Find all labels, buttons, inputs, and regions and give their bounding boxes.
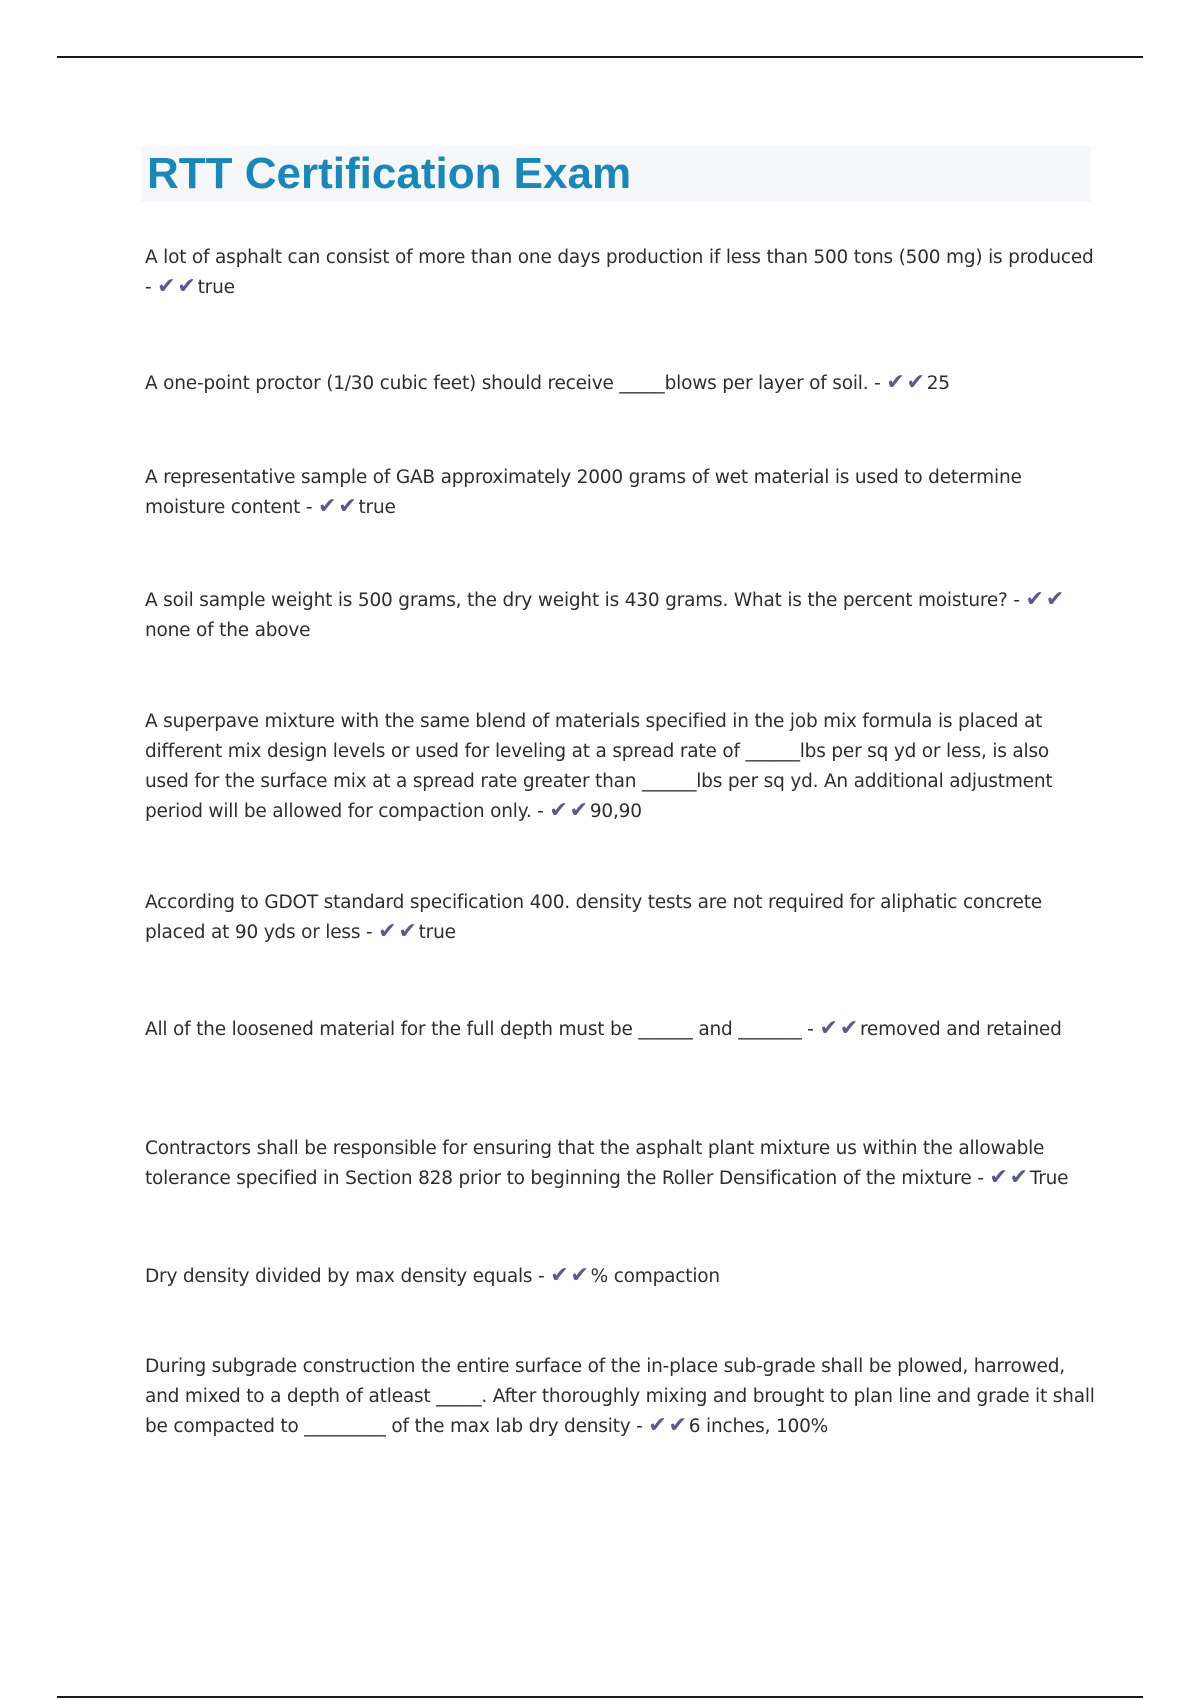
answer-text: true bbox=[358, 497, 396, 518]
double-check-icon: ✔✔ bbox=[549, 798, 588, 823]
qa-item-5 bbox=[145, 707, 1095, 827]
qa-item-3 bbox=[145, 463, 1095, 523]
double-check-icon: ✔✔ bbox=[157, 274, 196, 299]
qa-item-10 bbox=[145, 1352, 1095, 1442]
footer-rule bbox=[57, 1696, 1143, 1698]
question-text: A representative sample of GAB approximately 2000 grams of wet material is used to determine moisture content - bbox=[145, 467, 1022, 518]
question-text: Dry density divided by max density equals - bbox=[145, 1266, 551, 1287]
question-text: Contractors shall be responsible for ensuring that the asphalt plant mixture us within the allowable tolerance specified in Section 828 prior to beginning the Roller Densification of the mixture - bbox=[145, 1138, 1045, 1189]
double-check-icon: ✔✔ bbox=[378, 919, 417, 944]
double-check-icon: ✔✔ bbox=[550, 1263, 589, 1288]
qa-item-6 bbox=[145, 888, 1095, 948]
page-title: RTT Certification Exam bbox=[147, 149, 632, 198]
question-text: A one-point proctor (1/30 cubic feet) should receive _____blows per layer of soil. - bbox=[145, 373, 887, 394]
answer-text: 25 bbox=[926, 373, 950, 394]
answer-text: removed and retained bbox=[859, 1019, 1062, 1040]
qa-item-1 bbox=[145, 243, 1095, 303]
double-check-icon: ✔✔ bbox=[648, 1413, 687, 1438]
qa-item-7 bbox=[145, 1015, 1095, 1045]
header-rule bbox=[57, 56, 1143, 58]
question-text: A lot of asphalt can consist of more than one days production if less than 500 tons (500 mg) is produced - bbox=[145, 247, 1094, 298]
answer-text: 90,90 bbox=[589, 801, 642, 822]
qa-item-9 bbox=[145, 1262, 1095, 1292]
question-text: During subgrade construction the entire surface of the in-place sub-grade shall be plowed, harrowed, and mixed to a depth of atleast _____. After thoroughly mixing and brought to plan line and grade it shall be compacted to _________ of the max lab dry density - bbox=[145, 1356, 1095, 1437]
qa-item-8 bbox=[145, 1134, 1095, 1194]
question-text: A superpave mixture with the same blend of materials specified in the job mix formula is placed at different mix design levels or used for leveling at a spread rate of ______lbs per sq yd or less, is also used for the surface mix at a spread rate greater than ______lbs per sq yd. An additional adjustment period will be allowed for compaction only. - bbox=[145, 711, 1053, 822]
answer-text: true bbox=[197, 277, 235, 298]
double-check-icon: ✔✔ bbox=[819, 1016, 858, 1041]
question-text: All of the loosened material for the full depth must be ______ and _______ - bbox=[145, 1019, 820, 1040]
qa-item-2 bbox=[145, 369, 1095, 399]
answer-text: % compaction bbox=[590, 1266, 720, 1287]
double-check-icon: ✔✔ bbox=[318, 494, 357, 519]
answer-text: none of the above bbox=[145, 620, 311, 641]
qa-item-4 bbox=[145, 586, 1095, 646]
double-check-icon: ✔✔ bbox=[1025, 587, 1064, 612]
answer-text: True bbox=[1029, 1168, 1069, 1189]
double-check-icon: ✔✔ bbox=[886, 370, 925, 395]
answer-text: true bbox=[418, 922, 456, 943]
answer-text: 6 inches, 100% bbox=[688, 1416, 829, 1437]
question-text: According to GDOT standard specification 400. density tests are not required for aliphatic concrete placed at 90 yds or less - bbox=[145, 892, 1042, 943]
question-text: A soil sample weight is 500 grams, the dry weight is 430 grams. What is the percent moisture? - bbox=[145, 590, 1026, 611]
double-check-icon: ✔✔ bbox=[989, 1165, 1028, 1190]
